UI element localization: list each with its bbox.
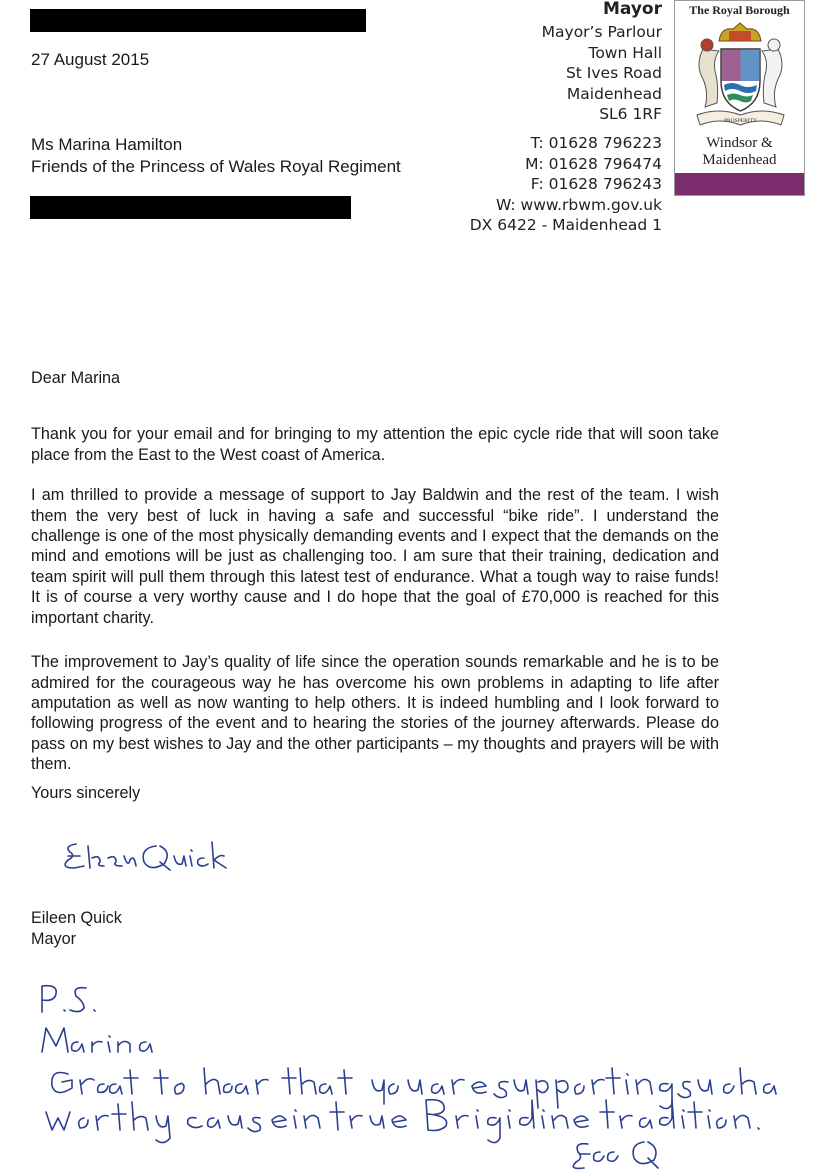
telephone-number: T: 01628 796223 xyxy=(530,133,662,152)
address-line: SL6 1RF xyxy=(599,105,662,124)
closing: Yours sincerely xyxy=(31,784,141,802)
website: W: www.rbwm.gov.uk xyxy=(495,195,662,214)
dx-number: DX 6422 - Maidenhead 1 xyxy=(469,216,662,235)
coat-of-arms-icon xyxy=(689,19,792,131)
address-line: Mayor’s Parlour xyxy=(541,23,662,41)
signatory-title: Mayor xyxy=(31,930,76,948)
address-line: St Ives Road xyxy=(565,64,662,83)
recipient-organisation: Friends of the Princess of Wales Royal Regiment xyxy=(31,157,401,176)
handwritten-signature xyxy=(60,828,300,892)
letter-paragraph-1: Thank you for your email and for bringing to my attention the epic cycle ride that will soon take place from the East to the West coast of America. xyxy=(31,425,719,464)
svg-text:PROSPERITY: PROSPERITY xyxy=(723,118,758,124)
recipient-block xyxy=(31,134,401,178)
mobile-number: M: 01628 796474 xyxy=(525,154,662,173)
fax-number: F: 01628 796243 xyxy=(530,175,662,194)
letter-paragraph-2: I am thrilled to provide a message of support to Jay Baldwin and the rest of the team. I wish them the very best of luck in having a safe and successful “bike ride”. I understand the challenge is one of the most physically demanding events and I expect that the demands on the mind and emotions will be just as challenging too. I am sure that their training, dedication and team spirit will pull them through this latest test of endurance. What a tough way to raise funds! It is of course a very worthy cause and I do hope that the goal of £70,000 is reached for this important charity. xyxy=(31,486,719,627)
handwritten-postscript xyxy=(0,972,819,1176)
redaction-bar-top xyxy=(30,9,366,32)
letter-paragraph-3: The improvement to Jay’s quality of life since the operation sounds remarkable and he is to be admired for the courageous way he has overcome his own problems in adapting to life after amputation as well as now wanting to help others. It is indeed humbling and I look forward to following progress of the event and to hearing the stories of the journey afterwards. Please do pass on my best wishes to Jay and the other participants – my thoughts and prayers will be with them. xyxy=(31,653,719,774)
signatory-name: Eileen Quick xyxy=(31,909,122,927)
address-line: Town Hall xyxy=(588,43,662,62)
crest-color-band xyxy=(675,173,804,195)
recipient-name: Ms Marina Hamilton xyxy=(31,135,183,154)
signatory-block xyxy=(31,908,122,950)
letter-date: 27 August 2015 xyxy=(31,50,150,69)
address-line: Maidenhead xyxy=(566,84,662,103)
sender-title: Mayor xyxy=(602,0,662,19)
crest-heading: The Royal Borough xyxy=(689,3,790,17)
crest-borough-name: Windsor & Maidenhead xyxy=(702,135,777,168)
salutation: Dear Marina xyxy=(31,369,121,387)
sender-address-block xyxy=(470,0,662,236)
borough-crest-logo xyxy=(674,0,805,196)
redaction-bar-address xyxy=(30,196,351,219)
